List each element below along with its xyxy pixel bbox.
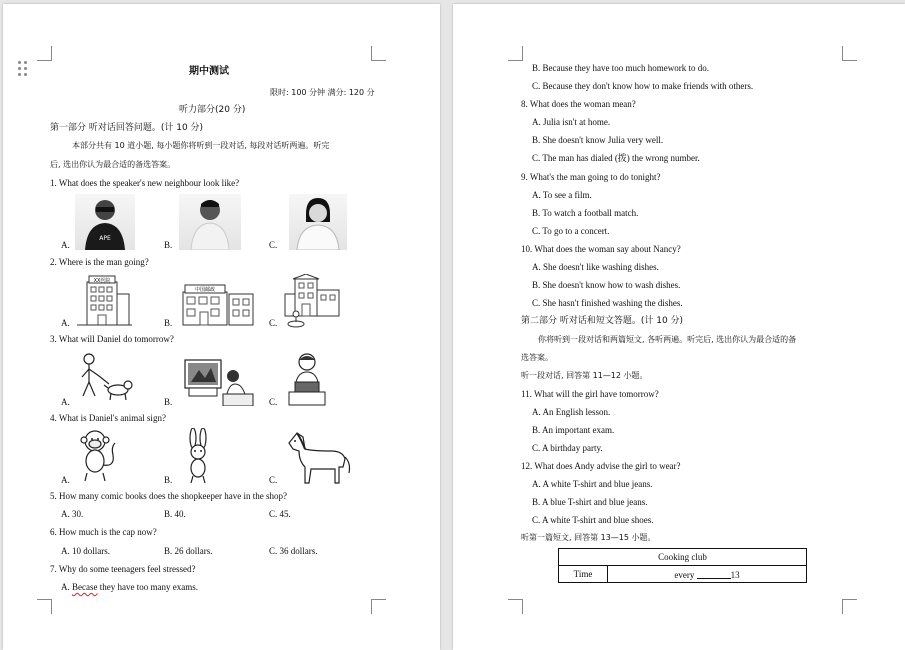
crop-mark-top-right bbox=[371, 46, 386, 61]
question-4: 4. What is Daniel's animal sign? bbox=[50, 413, 166, 423]
question-6: 6. How much is the cap now? bbox=[50, 527, 157, 537]
question-1: 1. What does the speaker's new neighbour look like? bbox=[50, 178, 240, 188]
q7-option-b: B. Because they have too much homework to do. bbox=[532, 63, 709, 73]
q3-walking-dog-drawing bbox=[75, 352, 135, 404]
q4-option-a-label: A. bbox=[61, 475, 70, 485]
table-row bbox=[559, 549, 807, 566]
q7-option-a-label: A. bbox=[61, 582, 70, 592]
dialog-note: 听一段对话, 回答第 11—12 小题。 bbox=[521, 371, 648, 380]
q4-option-b-label: B. bbox=[164, 475, 173, 485]
q3-option-c-label: C. bbox=[269, 397, 278, 407]
question-12: 12. What does Andy advise the girl to wear? bbox=[521, 461, 681, 471]
q2-hospital-sign: XX医院 bbox=[93, 278, 111, 284]
q3-option-a-label: A. bbox=[61, 397, 70, 407]
listening-section-heading: 听力部分(20 分) bbox=[179, 105, 246, 115]
q8-option-b: B. She doesn't know Julia very well. bbox=[532, 135, 664, 145]
question-2: 2. Where is the man going? bbox=[50, 257, 149, 267]
right-page bbox=[453, 4, 905, 650]
part1-instruction-line2: 后, 选出你认为最合适的备选答案。 bbox=[50, 160, 176, 169]
q5-option-a: A. 30. bbox=[61, 509, 84, 519]
q2-hospital-drawing bbox=[75, 274, 133, 326]
q3-option-b-label: B. bbox=[164, 397, 173, 407]
q5-option-b: B. 40. bbox=[164, 509, 186, 519]
q1-option-a-label: A. bbox=[61, 240, 70, 250]
q10-option-a: A. She doesn't like washing dishes. bbox=[532, 262, 659, 272]
q1-photo-c bbox=[289, 194, 347, 250]
q2-post-office-drawing bbox=[181, 280, 255, 326]
q4-option-c-label: C. bbox=[269, 475, 278, 485]
q1-option-c-label: C. bbox=[269, 240, 278, 250]
q6-option-b: B. 26 dollars. bbox=[164, 546, 213, 556]
q3-playing-game-drawing bbox=[285, 352, 329, 406]
part2-heading: 第二部分 听对话和短文答题。(计 10 分) bbox=[521, 316, 684, 326]
q1-option-b-label: B. bbox=[164, 240, 173, 250]
q1-photo-a-shirt-text: APE bbox=[99, 235, 111, 242]
q12-option-b: B. A blue T-shirt and blue jeans. bbox=[532, 497, 648, 507]
left-page bbox=[3, 4, 440, 650]
cooking-club-title: Cooking club bbox=[559, 549, 807, 566]
q4-horse-drawing bbox=[283, 429, 353, 485]
q3-watching-tv-drawing bbox=[183, 354, 255, 406]
q6-option-a: A. 10 dollars. bbox=[61, 546, 110, 556]
crop-mark-top-left-right-page bbox=[508, 46, 523, 61]
q7-option-a-rest: they have too many exams. bbox=[97, 582, 198, 592]
q7-option-a bbox=[61, 581, 198, 593]
q7-option-c: C. Because they don't know how to make friends with others. bbox=[532, 81, 754, 91]
q2-school-drawing bbox=[283, 274, 343, 328]
q8-option-c: C. The man has dialed (拨) the wrong number. bbox=[532, 153, 700, 163]
q1-photo-a bbox=[75, 194, 135, 250]
answer-blank bbox=[697, 569, 731, 579]
q2-option-b-label: B. bbox=[164, 318, 173, 328]
q4-monkey-drawing bbox=[75, 429, 119, 483]
crop-mark-top-left bbox=[37, 46, 52, 61]
q5-option-c: C. 45. bbox=[269, 509, 291, 519]
part2-instruction-line1: 你将听到一段对话和两篇短文, 各听两遍。听完后, 选出你认为最合适的备 bbox=[538, 335, 797, 344]
table-row bbox=[559, 566, 807, 583]
crop-mark-bottom-right bbox=[371, 599, 386, 614]
q10-option-c: C. She hasn't finished washing the dishes. bbox=[532, 298, 683, 308]
q1-photo-b bbox=[179, 194, 241, 250]
q11-option-b: B. An important exam. bbox=[532, 425, 615, 435]
crop-mark-bottom-left-right-page bbox=[508, 599, 523, 614]
crop-mark-top-right-right-page bbox=[842, 46, 857, 61]
q9-option-c: C. To go to a concert. bbox=[532, 226, 610, 236]
crop-mark-bottom-left bbox=[37, 599, 52, 614]
question-7: 7. Why do some teenagers feel stressed? bbox=[50, 564, 196, 574]
q11-option-a: A. An English lesson. bbox=[532, 407, 611, 417]
part1-heading: 第一部分 听对话回答问题。(计 10 分) bbox=[50, 123, 204, 133]
q12-option-a: A. A white T-shirt and blue jeans. bbox=[532, 479, 653, 489]
question-11: 11. What will the girl have tomorrow? bbox=[521, 389, 659, 399]
time-value-cell bbox=[608, 566, 807, 583]
q11-option-c: C. A birthday party. bbox=[532, 443, 603, 453]
passage-note: 听第一篇短文, 回答第 13—15 小题。 bbox=[521, 533, 656, 542]
q10-option-b: B. She doesn't know how to wash dishes. bbox=[532, 280, 681, 290]
q2-option-a-label: A. bbox=[61, 318, 70, 328]
question-5: 5. How many comic books does the shopkeeper have in the shop? bbox=[50, 491, 287, 501]
q9-option-a: A. To see a film. bbox=[532, 190, 592, 200]
question-8: 8. What does the woman mean? bbox=[521, 99, 636, 109]
q12-option-c: C. A white T-shirt and blue shoes. bbox=[532, 515, 654, 525]
crop-mark-bottom-right-right-page bbox=[842, 599, 857, 614]
q6-option-c: C. 36 dollars. bbox=[269, 546, 318, 556]
cooking-club-table bbox=[558, 548, 807, 583]
time-value-prefix: every bbox=[674, 569, 697, 580]
q8-option-a: A. Julia isn't at home. bbox=[532, 117, 611, 127]
time-label-cell: Time bbox=[559, 566, 608, 583]
q2-post-office-sign: 中国邮政 bbox=[194, 287, 216, 293]
question-9: 9. What's the man going to do tonight? bbox=[521, 172, 661, 182]
blank-number: 13 bbox=[730, 569, 740, 580]
exam-meta: 限时: 100 分钟 满分: 120 分 bbox=[270, 88, 375, 97]
question-10: 10. What does the woman say about Nancy? bbox=[521, 244, 681, 254]
part2-instruction-line2: 选答案。 bbox=[521, 353, 553, 362]
q4-rabbit-drawing bbox=[183, 428, 213, 484]
question-3: 3. What will Daniel do tomorrow? bbox=[50, 334, 174, 344]
q2-option-c-label: C. bbox=[269, 318, 278, 328]
part1-instruction-line1: 本部分共有 10 道小题, 每小题你将听到一段对话, 每段对话听两遍。听完 bbox=[72, 141, 330, 150]
q9-option-b: B. To watch a football match. bbox=[532, 208, 639, 218]
drag-handle-icon[interactable] bbox=[18, 61, 28, 77]
q7-misspelled-word: Becase bbox=[72, 582, 98, 592]
exam-title: 期中测试 bbox=[189, 66, 229, 77]
